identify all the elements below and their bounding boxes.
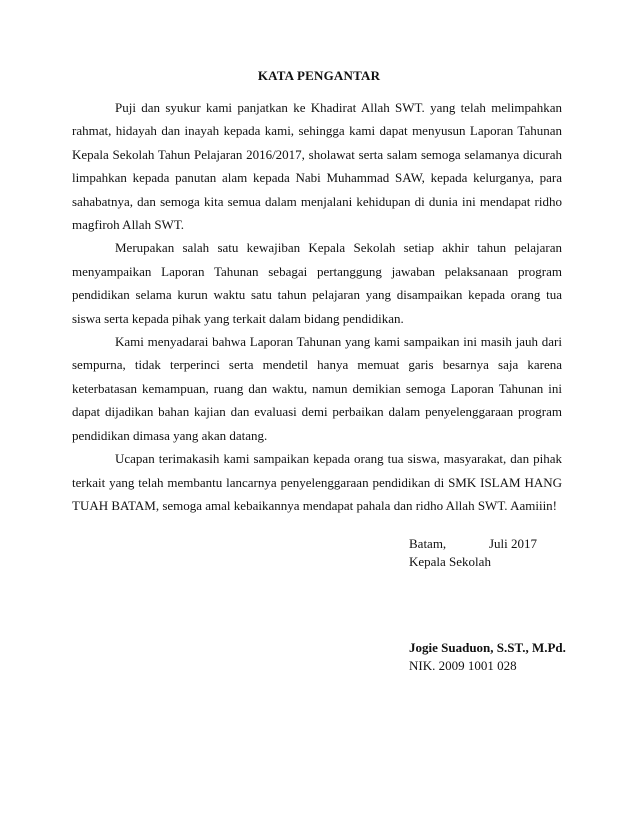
signature-place-date (409, 535, 609, 553)
signature-block (409, 535, 609, 675)
paragraph-4: Ucapan terimakasih kami sampaikan kepada orang tua siswa, masyarakat, dan pihak terkait yang telah membantu lancarnya penyelenggaraan pendidikan di SMK ISLAM HANG TUAH BATAM, semoga amal kebaikannya mendapat pahala dan ridho Allah SWT. Aamiiin! (72, 451, 562, 513)
paragraph-1: Puji dan syukur kami panjatkan ke Khadirat Allah SWT. yang telah melimpahkan rahmat, hidayah dan inayah kepada kami, sehingga kami dapat menyusun Laporan Tahunan Kepala Sekolah Tahun Pelajaran 2016/2017, sholawat serta salam semoga selamanya dicurah limpahkan kepada panutan alam kepada Nabi Muhammad SAW, kepada kelurganya, para sahabatnya, dan semoga kita semua dalam menjalani kehidupan di dunia ini mendapat ridho magfiroh Allah SWT. (72, 100, 562, 233)
signature-date: Juli 2017 (489, 536, 538, 551)
paragraph-2: Merupakan salah satu kewajiban Kepala Sekolah setiap akhir tahun pelajaran menyampaikan Laporan Tahunan sebagai pertanggung jawaban pelaksanaan program pendidikan selama kurun waktu satu tahun pelajaran yang disampaikan kepada orang tua siswa serta kepada pihak yang terkait dalam bidang pendidikan. (72, 240, 562, 326)
signature-position: Kepala Sekolah (409, 554, 491, 569)
paragraph-3: Kami menyadarai bahwa Laporan Tahunan yang kami sampaikan ini masih jauh dari sempurna, tidak terperinci serta mendetil hanya memuat garis besarnya saja karena keterbatasan kemampuan, ruang dan waktu, namun demikian semoga Laporan Tahunan ini dapat dijadikan bahan kajian dan evaluasi demi perbaikan dalam penyelenggaraan program pendidikan dimasa yang akan datang. (72, 334, 562, 443)
document-title: KATA PENGANTAR (257, 68, 381, 83)
signature-nik: NIK. 2009 1001 028 (409, 658, 517, 673)
document-body (72, 96, 562, 517)
signature-name: Jogie Suaduon, S.ST., M.Pd. (409, 640, 566, 655)
signature-city: Batam, (409, 536, 447, 551)
